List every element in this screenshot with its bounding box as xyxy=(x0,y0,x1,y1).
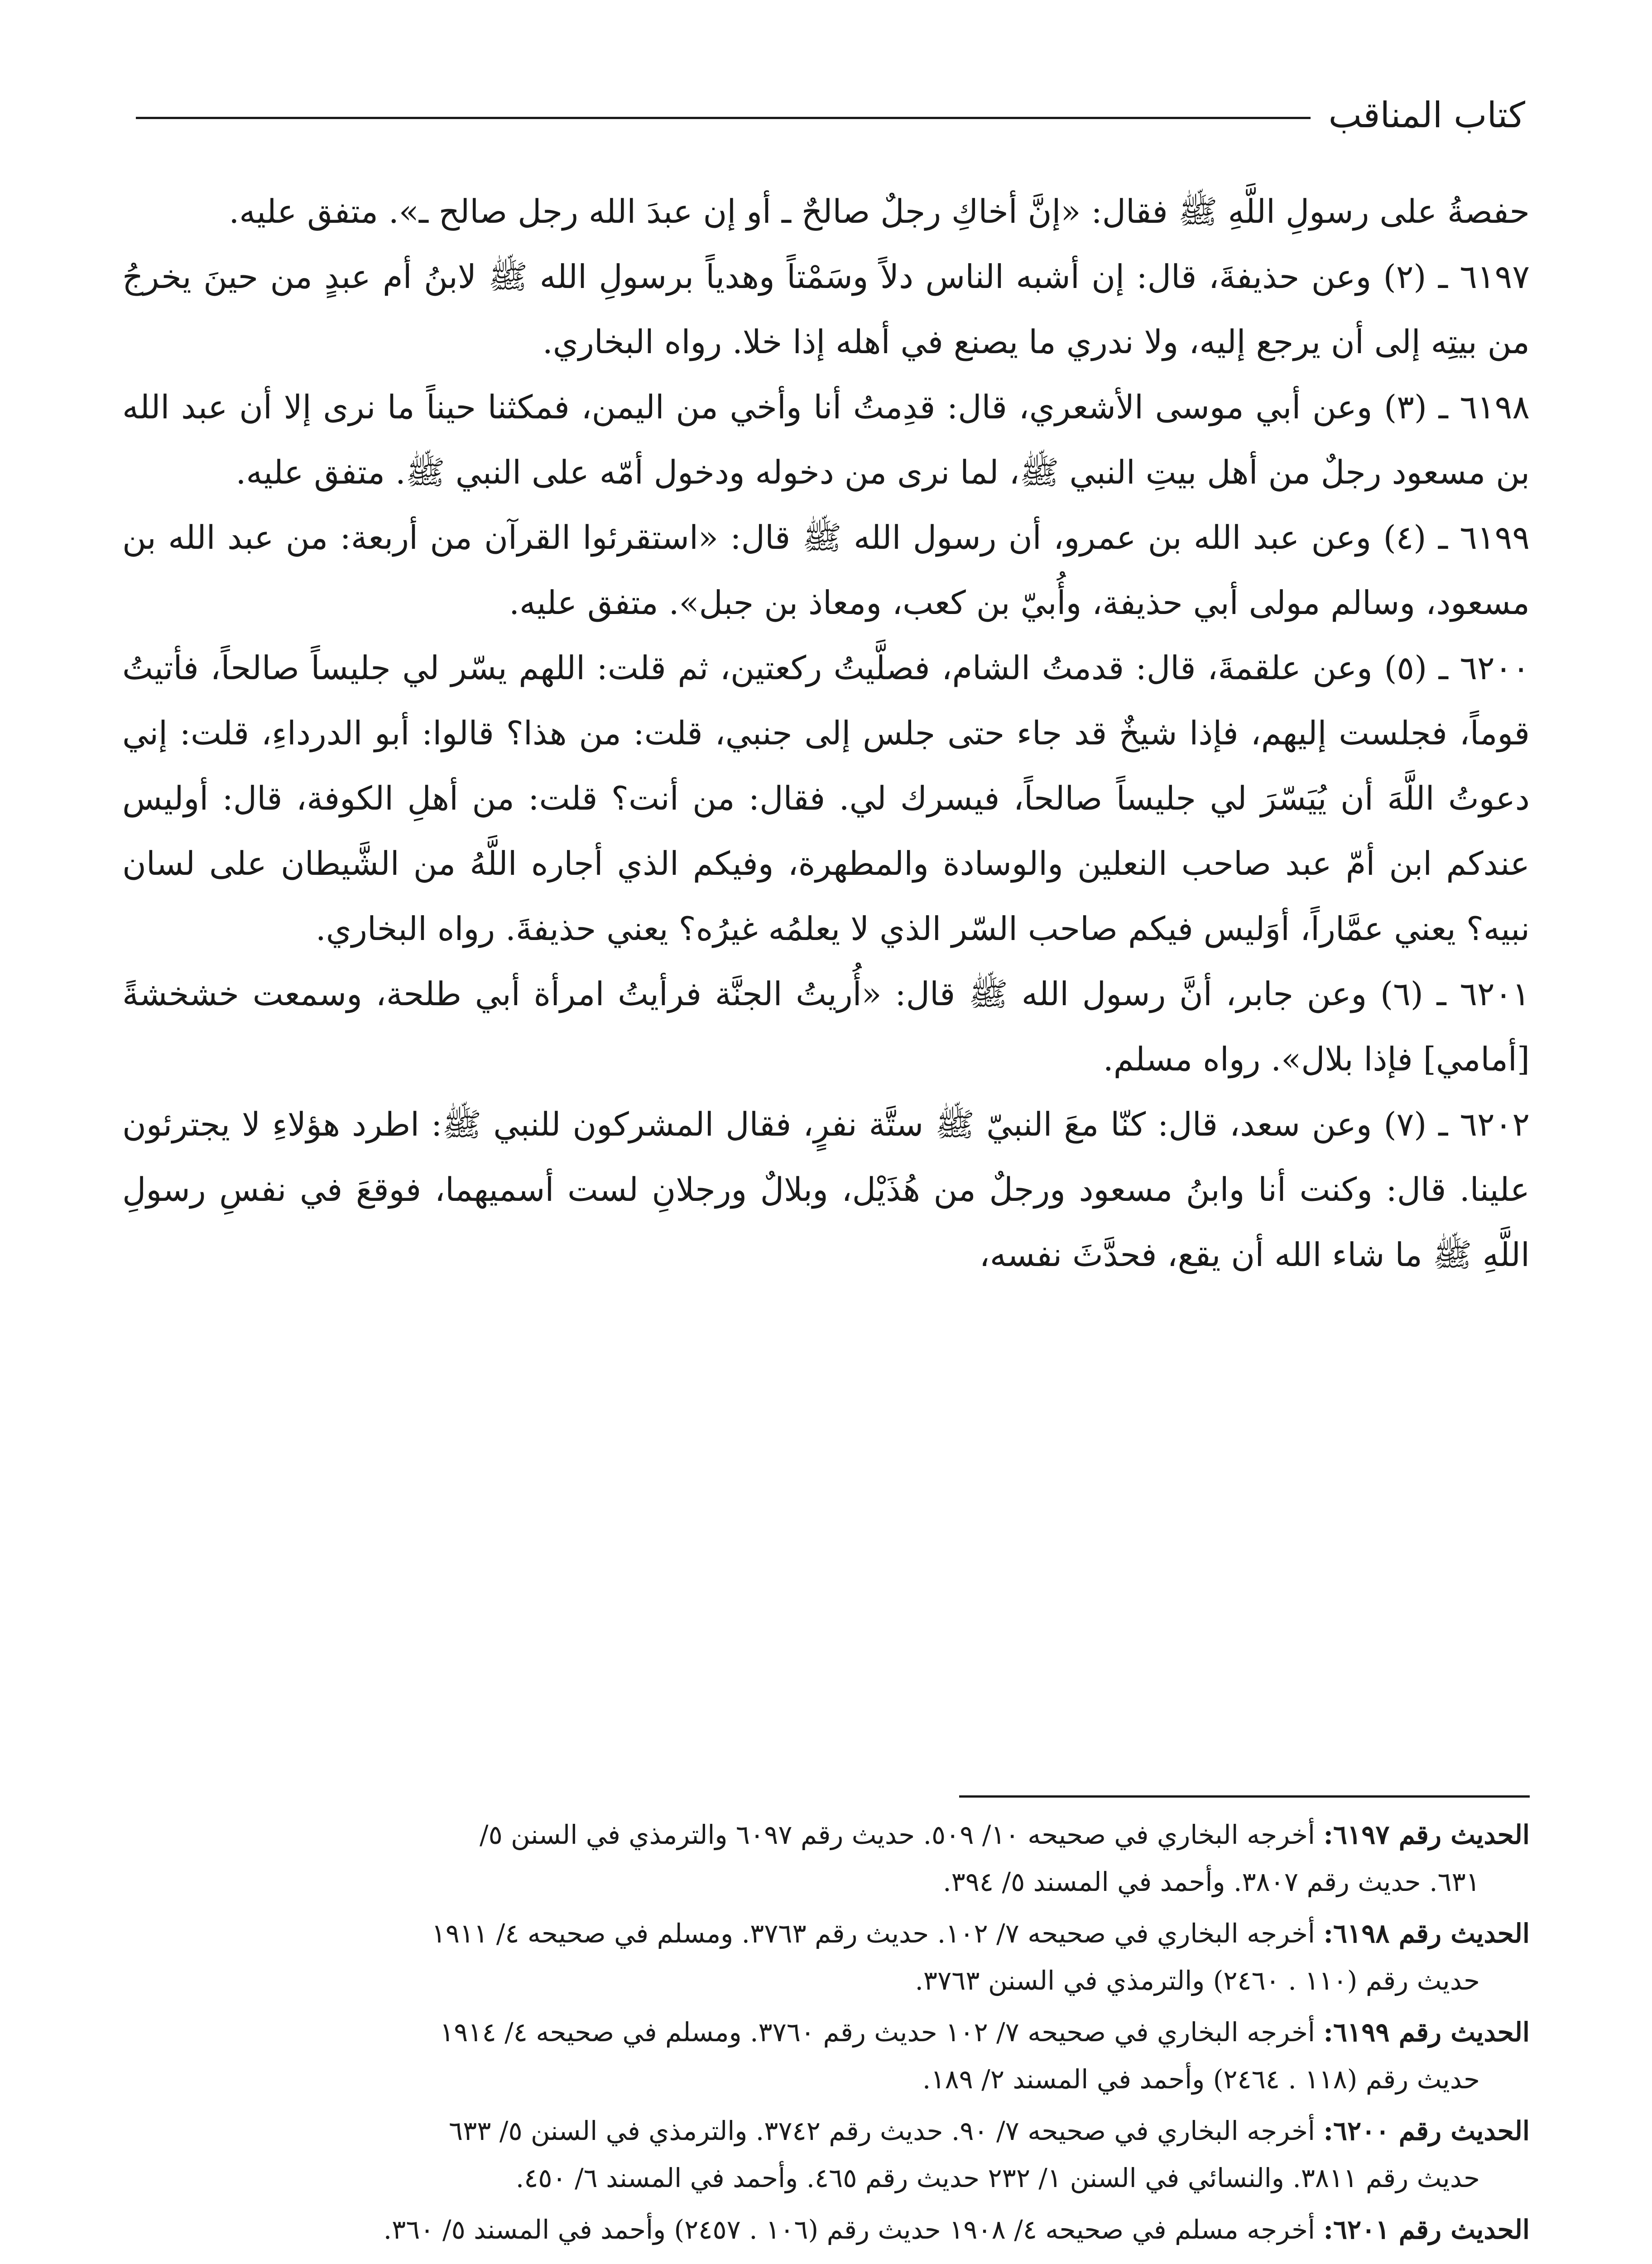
running-header xyxy=(136,91,1525,140)
footnote-label: الحديث رقم ٦٢٠٠: xyxy=(1323,2115,1530,2146)
footnote-text: أخرجه مسلم في صحيحه ٤/ ١٩٠٨ حديث رقم (١٠٦ . ٢٤٥٧) وأحمد في المسند ٥/ ٣٦٠. xyxy=(383,2214,1316,2245)
hadith-paragraph-6201: ٦٢٠١ ـ (٦) وعن جابر، أنَّ رسول الله ﷺ قال: «أُريتُ الجنَّة فرأيتُ امرأة أبي طلحة، وسمعت خشخشةً [أمامي] فإذا بلال». رواه مسلم. xyxy=(122,975,1530,1078)
main-text-block xyxy=(122,179,1530,1287)
footnote-text-continued: حديث رقم (١١٨ . ٢٤٦٤) وأحمد في المسند ٢/ ١٨٩. xyxy=(922,2064,1480,2095)
footnote-6198 xyxy=(122,1910,1530,2004)
footnote-label: الحديث رقم ٦١٩٩: xyxy=(1323,2017,1530,2048)
footnote-text: أخرجه البخاري في صحيحه ١٠/ ٥٠٩. حديث رقم ٦٠٩٧ والترمذي في السنن ٥/ xyxy=(480,1819,1316,1850)
footnote-6199 xyxy=(122,2009,1530,2103)
hadith-paragraph-6200: ٦٢٠٠ ـ (٥) وعن علقمةَ، قال: قدمتُ الشام، فصلَّيتُ ركعتين، ثم قلت: اللهم يسّر لي جليساً صالحاً، فأتيتُ قوماً، فجلست إليهم، فإذا شيخٌ قد جاء حتى جلس إلى جنبي، قلت: من هذا؟ قالوا: أبو الدرداءِ، قلت: إني دعوتُ اللَّهَ أن يُيَسّرَ لي جليساً صالحاً، فيسرك لي. فقال: من أنت؟ قلت: من أهلِ الكوفة، قال: أوليس عندكم ابن أمّ عبد صاحب النعلين والوسادة والمطهرة، وفيكم الذي أجاره اللَّهُ من الشَّيطان على لسان نبيه؟ يعني عمَّاراً، أوَليس فيكم صاحب السّر الذي لا يعلمُه غيرُه؟ يعني حذيفةَ. رواه البخاري. xyxy=(122,649,1530,948)
footnote-text: أخرجه البخاري في صحيحه ٧/ ١٠٢. حديث رقم ٣٧٦٣. ومسلم في صحيحه ٤/ ١٩١١ xyxy=(431,1918,1316,1949)
footnote-label: الحديث رقم ٦١٩٨: xyxy=(1323,1918,1530,1949)
footnote-6200 xyxy=(122,2107,1530,2202)
hadith-paragraph-continuation: حفصةُ على رسولِ اللَّهِ ﷺ فقال: «إنَّ أخاكِ رجلٌ صالحٌ ـ أو إن عبدَ الله رجل صالح ـ». متفق عليه. xyxy=(229,192,1530,230)
footnotes-block xyxy=(122,1811,1530,2264)
footnote-text: أخرجه البخاري في صحيحه ٧/ ٩٠. حديث رقم ٣٧٤٢. والترمذي في السنن ٥/ ٦٣٣ xyxy=(448,2115,1316,2146)
footnote-label: الحديث رقم ٦١٩٧: xyxy=(1323,1819,1530,1850)
footnote-6201 xyxy=(122,2206,1530,2253)
footnote-6202 xyxy=(122,2258,1530,2264)
footnote-label: الحديث رقم ٦٢٠١: xyxy=(1323,2214,1530,2245)
footnote-text-continued: حديث رقم (١١٠ . ٢٤٦٠) والترمذي في السنن ٣٧٦٣. xyxy=(915,1965,1480,1996)
hadith-paragraph-6202: ٦٢٠٢ ـ (٧) وعن سعد، قال: كنّا معَ النبيّ ﷺ ستَّة نفرٍ، فقال المشركون للنبي ﷺ: اطرد هؤلاءِ لا يجترئون علينا. قال: وكنت أنا وابنُ مسعود ورجلٌ من هُذَيْل، وبلالٌ ورجلانِ لست أسميهما، فوقعَ في نفسِ رسولِ اللَّهِ ﷺ ما شاء الله أن يقع، فحدَّثَ نفسه، xyxy=(122,1105,1530,1274)
footnote-text-continued: حديث رقم ٣٨١١. والنسائي في السنن ١/ ٢٣٢ حديث رقم ٤٦٥. وأحمد في المسند ٦/ ٤٥٠. xyxy=(515,2163,1480,2193)
hadith-paragraph-6197: ٦١٩٧ ـ (٢) وعن حذيفةَ، قال: إن أشبه الناس دلاً وسَمْتاً وهدياً برسولِ الله ﷺ لابنُ أم عبدٍ من حينَ يخرجُ من بيتِه إلى أن يرجع إليه، ولا ندري ما يصنع في أهله إذا خلا. رواه البخاري. xyxy=(122,258,1530,361)
footnote-text: أخرجه البخاري في صحيحه ٧/ ١٠٢ حديث رقم ٣٧٦٠. ومسلم في صحيحه ٤/ ١٩١٤ xyxy=(440,2017,1316,2048)
footnote-text-continued: ٦٣١. حديث رقم ٣٨٠٧. وأحمد في المسند ٥/ ٣٩٤. xyxy=(943,1866,1480,1897)
hadith-paragraph-6198: ٦١٩٨ ـ (٣) وعن أبي موسى الأشعري، قال: قدِمتُ أنا وأخي من اليمن، فمكثنا حيناً ما نرى إلا أن عبد الله بن مسعود رجلٌ من أهل بيتِ النبي ﷺ، لما نرى من دخوله ودخول أمّه على النبي ﷺ. متفق عليه. xyxy=(122,388,1530,491)
hadith-paragraph-6199: ٦١٩٩ ـ (٤) وعن عبد الله بن عمرو، أن رسول الله ﷺ قال: «استقرئوا القرآن من أربعة: من عبد الله بن مسعود، وسالم مولى أبي حذيفة، وأُبيّ بن كعب، ومعاذ بن جبل». متفق عليه. xyxy=(122,518,1530,622)
chapter-title: كتاب المناقب xyxy=(1328,95,1525,136)
header-rule xyxy=(136,117,1311,119)
footnote-6197 xyxy=(122,1811,1530,1905)
footnote-separator xyxy=(959,1795,1530,1798)
